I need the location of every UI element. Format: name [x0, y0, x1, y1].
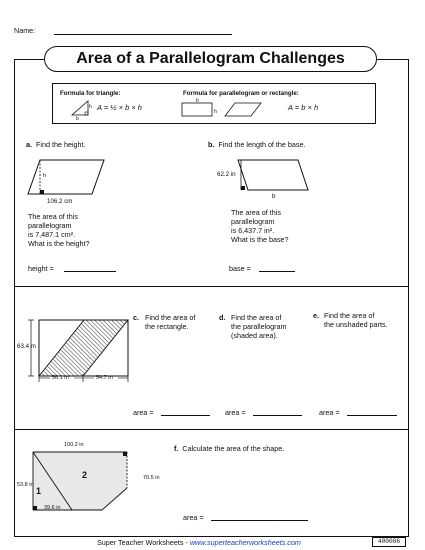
area-e-line[interactable] — [347, 415, 397, 416]
region-2-label: 2 — [82, 470, 88, 480]
parallelogram-b — [238, 158, 312, 194]
section-divider — [14, 429, 409, 430]
problem-b-line: The area of this — [231, 208, 281, 217]
triangle-h-label: h — [89, 104, 92, 110]
problem-e-letter: e. — [313, 311, 319, 320]
area-f-label: area = — [183, 513, 204, 522]
problem-a-letter: a. — [26, 140, 32, 149]
problem-b-line: is 6,437.7 in². — [231, 226, 275, 235]
footer — [97, 538, 301, 547]
problem-e-line: the unshaded parts. — [324, 320, 388, 329]
rect-formula-label: Formula for parallelogram or rectangle: — [183, 90, 299, 97]
problem-e-block — [313, 311, 388, 329]
parallelogram-a — [28, 158, 108, 198]
problem-b-letter: b. — [208, 140, 215, 149]
problem-d-line: Find the area of — [231, 313, 282, 322]
base-answer-label: base = — [229, 264, 251, 273]
problem-c-text — [145, 313, 195, 331]
area-d-line[interactable] — [253, 415, 302, 416]
problem-b-line: parallelogram — [231, 217, 275, 226]
problem-a-prompt — [26, 140, 86, 149]
problem-c-block — [133, 313, 196, 331]
triangle-formula: A = ½ × b × h — [97, 103, 142, 112]
name-line — [54, 34, 232, 35]
problem-a-text: Find the height. — [36, 140, 86, 149]
problem-b-text-block — [231, 208, 289, 244]
problem-f-letter: f. — [174, 444, 179, 453]
footer-brand: Super Teacher Worksheets - — [97, 538, 190, 547]
name-label: Name: — [14, 26, 36, 35]
composite-shape — [26, 450, 138, 514]
footer-url[interactable]: www.superteacherworksheets.com — [189, 538, 301, 547]
title-banner — [44, 46, 377, 72]
rect-height-label: 63.4 m — [17, 343, 36, 350]
rect-parallelogram-diagram — [181, 98, 271, 120]
problem-f-text: Calculate the area of the shape. — [182, 444, 285, 453]
top-length-label: 100.2 in — [64, 442, 84, 448]
problem-a-h-label: h — [43, 173, 47, 179]
right-length-label: 70.5 in — [143, 475, 160, 481]
problem-b-text: Find the length of the base. — [218, 140, 306, 149]
region-1-label: 1 — [36, 486, 42, 496]
problem-d-letter: d. — [219, 313, 226, 322]
problem-d-text — [231, 313, 287, 340]
area-c-line[interactable] — [161, 415, 210, 416]
section-divider — [14, 286, 409, 287]
problem-b-height: 62.2 in — [217, 171, 236, 178]
problem-a-line: What is the height? — [28, 239, 90, 248]
problem-a-base: 106.2 cm — [47, 198, 73, 205]
problem-a-line: is 7,487.1 cm². — [28, 230, 76, 239]
problem-b-b-label: b — [272, 193, 276, 200]
problem-c-letter: c. — [133, 313, 139, 322]
worksheet-code: 400006 — [372, 537, 406, 547]
problem-d-line: (shaded area). — [231, 331, 278, 340]
seg2-label: 54.7 m — [96, 375, 113, 381]
triangle-formula-label: Formula for triangle: — [60, 90, 121, 97]
problem-f-prompt — [174, 444, 284, 453]
height-answer-line[interactable] — [64, 271, 116, 272]
problem-d-block — [219, 313, 287, 340]
page-title: Area of a Parallelogram Challenges — [76, 50, 345, 67]
problem-b-line: What is the base? — [231, 235, 289, 244]
problem-a-line: parallelogram — [28, 221, 72, 230]
triangle-diagram — [70, 98, 96, 120]
problem-c-line: Find the area of — [145, 313, 196, 322]
problem-e-text — [324, 311, 388, 329]
left-length-label: 53.8 in — [17, 482, 34, 488]
area-f-line[interactable] — [211, 520, 308, 521]
problem-b-prompt — [208, 140, 306, 149]
area-e-label: area = — [319, 408, 340, 417]
area-d-label: area = — [225, 408, 246, 417]
bottom-length-label: 39.6 in — [44, 505, 61, 511]
area-c-label: area = — [133, 408, 154, 417]
problem-d-line: the parallelogram — [231, 322, 287, 331]
rect-b-label: b — [196, 98, 199, 104]
triangle-b-label: b — [76, 116, 79, 122]
height-answer-label: height = — [28, 264, 54, 273]
problem-a-line: The area of this — [28, 212, 78, 221]
problem-c-line: the rectangle. — [145, 322, 189, 331]
problem-a-text-block — [28, 212, 90, 248]
rect-h-label: h — [214, 109, 217, 115]
rect-formula: A = b × h — [288, 103, 319, 112]
base-answer-line[interactable] — [259, 271, 295, 272]
seg1-label: 56.1 m — [52, 375, 69, 381]
problem-e-line: Find the area of — [324, 311, 375, 320]
